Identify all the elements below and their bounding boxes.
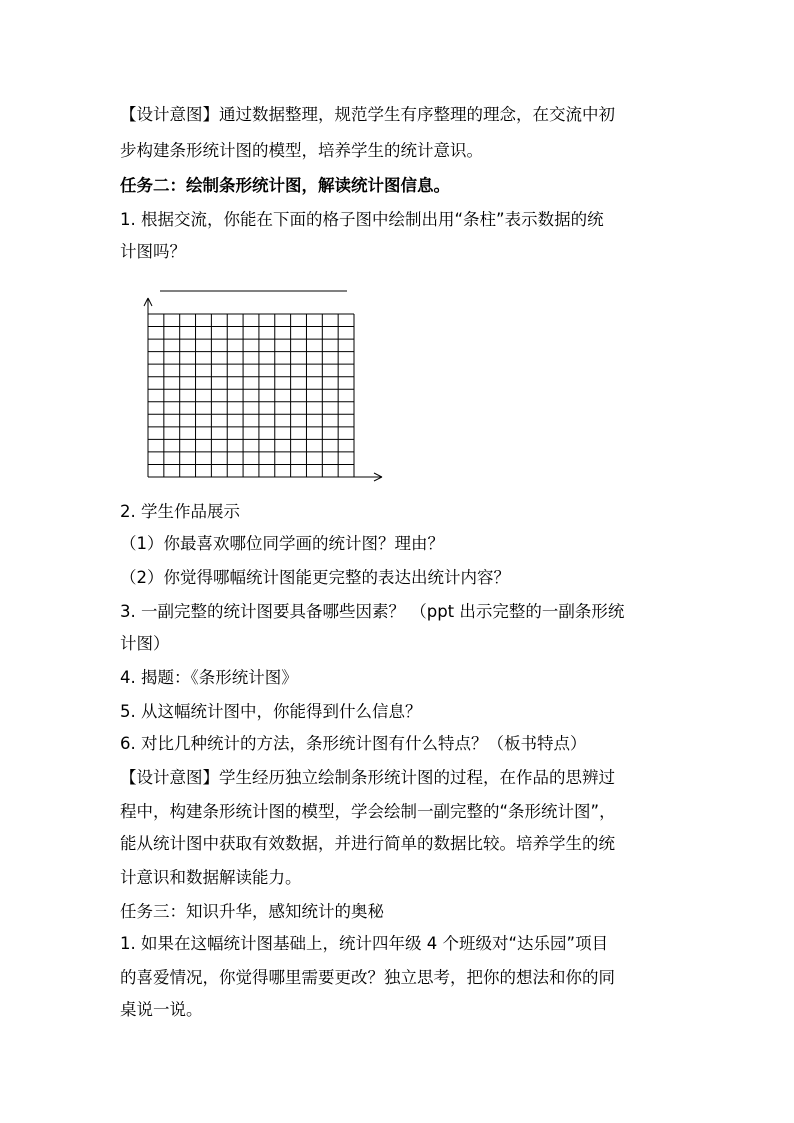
task2-q2: 2. 学生作品展示: [120, 502, 240, 521]
task2-heading: 任务二：绘制条形统计图，解读统计图信息。: [120, 176, 450, 195]
task2-q6: 6. 对比几种统计的方法，条形统计图有什么特点？（板书特点）: [120, 734, 587, 753]
task3-heading: 任务三：知识升华，感知统计的奥秘: [120, 902, 384, 921]
task3-q1-line1: 1. 如果在这幅统计图基础上，统计四年级 4 个班级对“达乐园”项目: [120, 934, 609, 953]
task2-q2-sub1: （1）你最喜欢哪位同学画的统计图？理由？: [120, 534, 444, 553]
task3-q1-line3: 桌说一说。: [120, 1000, 203, 1019]
task2-q4: 4. 揭题：《条形统计图》: [120, 668, 298, 687]
x-axis-arrow: [374, 473, 382, 477]
task2-q5: 5. 从这幅统计图中，你能得到什么信息？: [120, 702, 422, 721]
intent1-line1: 【设计意图】通过数据整理，规范学生有序整理的理念，在交流中初: [120, 105, 615, 124]
task2-q2-sub2: （2）你觉得哪幅统计图能更完整的表达出统计内容？: [120, 568, 510, 587]
intent2-line4: 计意识和数据解读能力。: [120, 868, 302, 887]
task3-q1-line2: 的喜爱情况，你觉得哪里需要更改？独立思考，把你的想法和你的同: [120, 968, 615, 987]
task2-q3-line2: 计图）: [120, 634, 170, 653]
intent2-line3: 能从统计图中获取有效数据，并进行简单的数据比较。培养学生的统: [120, 834, 615, 853]
task2-q1-line2: 计图吗？: [120, 242, 186, 261]
task2-q3-line1: 3. 一副完整的统计图要具备哪些因素？ （ppt 出示完整的一副条形统: [120, 602, 625, 621]
intent1-line2: 步构建条形统计图的模型，培养学生的统计意识。: [120, 141, 483, 160]
y-axis-arrow: [144, 298, 148, 306]
intent2-line1: 【设计意图】学生经历独立绘制条形统计图的过程，在作品的思辨过: [120, 768, 615, 787]
task2-q1-line1: 1. 根据交流，你能在下面的格子图中绘制出用“条柱”表示数据的统: [120, 210, 604, 229]
y-axis-arrow: [148, 298, 152, 306]
x-axis-arrow: [374, 477, 382, 481]
intent2-line2: 程中，构建条形统计图的模型，学会绘制一副完整的“条形统计图”，: [120, 802, 616, 821]
